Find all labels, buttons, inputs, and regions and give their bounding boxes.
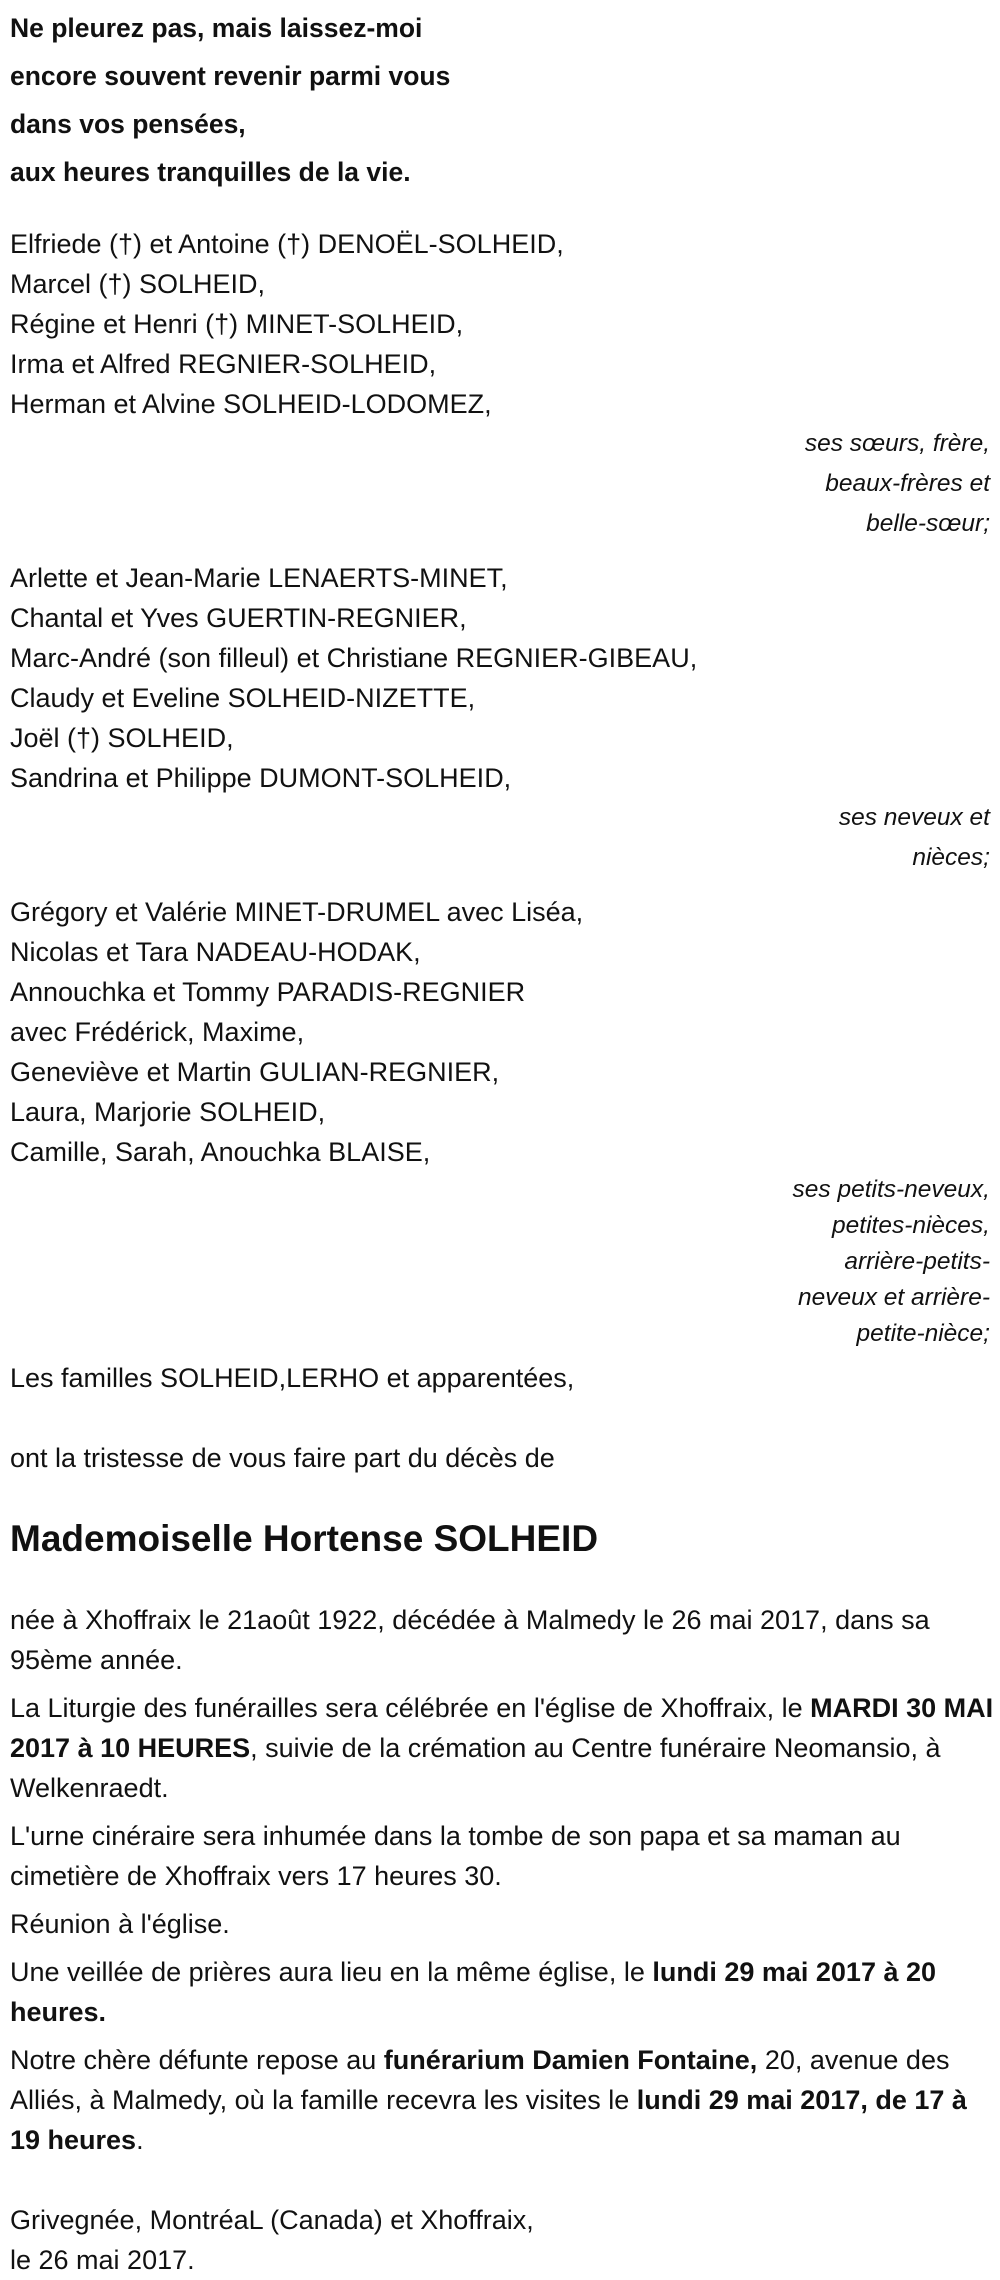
mourner-line: Laura, Marjorie SOLHEID,: [10, 1097, 326, 1127]
mourner-line: Elfriede (†) et Antoine (†) DENOËL-SOLHEID,: [10, 229, 564, 259]
relationship-label-siblings: [10, 424, 990, 544]
closing: [10, 2200, 990, 2280]
mourner-line: Sandrina et Philippe DUMONT-SOLHEID,: [10, 763, 512, 793]
announcement-intro: ont la tristesse de vous faire part du décès de: [10, 1443, 555, 1473]
reunion-paragraph: Réunion à l'église.: [10, 1909, 230, 1939]
liturgy-paragraph: [10, 1688, 995, 1808]
poem-line: dans vos pensées,: [10, 109, 246, 139]
relationship-line: beaux-frères et: [825, 470, 990, 497]
nephews-list: [10, 558, 990, 798]
relationship-line: petite-nièce;: [856, 1320, 990, 1347]
vigil-text: Une veillée de prières aura lieu en la même église, le: [10, 1957, 653, 1987]
relationship-line: arrière-petits-: [844, 1248, 990, 1275]
families-line: Les familles SOLHEID,LERHO et apparentées,: [10, 1363, 575, 1393]
poem-line: Ne pleurez pas, mais laissez-moi: [10, 13, 423, 43]
mourner-line: Nicolas et Tara NADEAU-HODAK,: [10, 937, 421, 967]
mourner-line: Régine et Henri (†) MINET-SOLHEID,: [10, 309, 464, 339]
urn-paragraph: L'urne cinéraire sera inhumée dans la tombe de son papa et sa maman au cimetière de Xhoffraix vers 17 heures 30.: [10, 1821, 901, 1891]
relationship-line: neveux et arrière-: [797, 1284, 990, 1311]
birth-death-paragraph: née à Xhoffraix le 21août 1922, décédée à Malmedy le 26 mai 2017, dans sa 95ème année.: [10, 1605, 930, 1675]
mourner-line: Claudy et Eveline SOLHEID-NIZETTE,: [10, 683, 476, 713]
relationship-label-grandnephews: [10, 1172, 990, 1352]
mourner-line: Annouchka et Tommy PARADIS-REGNIER: [10, 977, 526, 1007]
relationship-line: ses petits-neveux,: [792, 1176, 990, 1203]
closing-places: Grivegnée, MontréaL (Canada) et Xhoffraix,: [10, 2205, 534, 2235]
poem-line: aux heures tranquilles de la vie.: [10, 157, 411, 187]
rest-address: 20, avenue des Alliés, à Malmedy, où la famille recevra les visites le: [10, 2045, 950, 2115]
relationship-label-nephews: [10, 798, 990, 878]
funerarium-name: funérarium Damien Fontaine,: [383, 2045, 758, 2075]
mourner-line: Irma et Alfred REGNIER-SOLHEID,: [10, 349, 437, 379]
vigil-paragraph: [10, 1952, 995, 2032]
mourner-line: Geneviève et Martin GULIAN-REGNIER,: [10, 1057, 500, 1087]
mourner-line: avec Frédérick, Maxime,: [10, 1017, 305, 1047]
relationship-line: ses neveux et: [838, 804, 990, 831]
liturgy-text: La Liturgie des funérailles sera célébrée en l'église de Xhoffraix, le: [10, 1693, 811, 1723]
mourner-line: Chantal et Yves GUERTIN-REGNIER,: [10, 603, 467, 633]
mourner-line: Camille, Sarah, Anouchka BLAISE,: [10, 1137, 431, 1167]
visit-hours: lundi 29 mai 2017, de 17 à 19 heures: [10, 2085, 967, 2155]
obituary-page: [0, 4, 1000, 2275]
mourner-line: Joël (†) SOLHEID,: [10, 723, 234, 753]
rest-paragraph: [10, 2040, 995, 2160]
relationship-line: ses sœurs, frère,: [804, 430, 990, 457]
vigil-date: lundi 29 mai 2017 à 20 heures.: [10, 1957, 937, 2027]
liturgy-text-end: , suivie de la crémation au Centre funéraire Neomansio, à Welkenraedt.: [10, 1733, 941, 1803]
relationship-line: nièces;: [912, 844, 990, 871]
mourner-line: Arlette et Jean-Marie LENAERTS-MINET,: [10, 563, 508, 593]
relationship-line: petites-nièces,: [832, 1212, 990, 1239]
relationship-line: belle-sœur;: [866, 510, 990, 537]
grandnephews-list: [10, 892, 990, 1172]
mourner-line: Herman et Alvine SOLHEID-LODOMEZ,: [10, 389, 492, 419]
mourner-line: Marcel (†) SOLHEID,: [10, 269, 266, 299]
siblings-list: [10, 224, 990, 424]
deceased-name: Mademoiselle Hortense SOLHEID: [10, 1518, 599, 1559]
mourner-line: Grégory et Valérie MINET-DRUMEL avec Liséa,: [10, 897, 584, 927]
closing-date: le 26 mai 2017.: [10, 2245, 195, 2275]
rest-end: .: [136, 2125, 144, 2155]
liturgy-date: MARDI 30 MAI 2017 à 10 HEURES: [10, 1693, 994, 1763]
poem: [10, 4, 990, 196]
rest-text: Notre chère défunte repose au: [10, 2045, 384, 2075]
poem-line: encore souvent revenir parmi vous: [10, 61, 451, 91]
mourner-line: Marc-André (son filleul) et Christiane REGNIER-GIBEAU,: [10, 643, 698, 673]
